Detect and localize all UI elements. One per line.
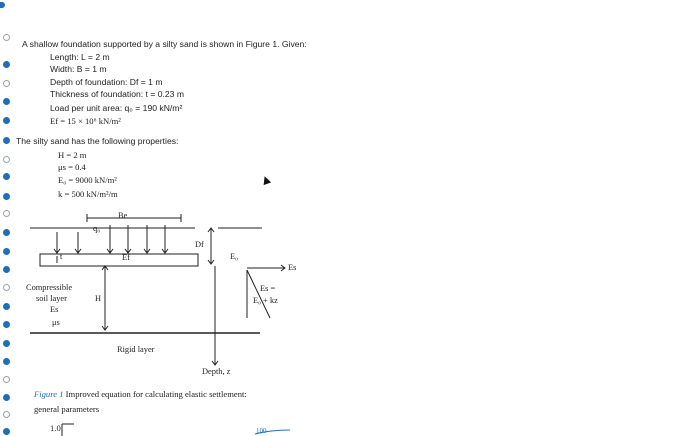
label-t: t bbox=[60, 252, 63, 261]
label-soil-layer: soil layer bbox=[36, 294, 67, 303]
label-es-eq1: Es = bbox=[260, 284, 276, 293]
foundation-slab bbox=[40, 254, 198, 266]
label-rigid-layer: Rigid layer bbox=[117, 345, 155, 354]
given-width: Width: B = 1 m bbox=[50, 64, 107, 74]
given-length: Length: L = 2 m bbox=[50, 52, 110, 62]
given-load: Load per unit area: q₀ = 190 kN/m² bbox=[50, 103, 183, 113]
given-thickness: Thickness of foundation: t = 0.23 m bbox=[50, 89, 184, 99]
given-ef: Ef = 15 × 10⁶ kN/m² bbox=[50, 116, 121, 126]
label-h: H bbox=[95, 294, 102, 303]
prop-mu: μs = 0.4 bbox=[58, 162, 86, 172]
axis-tick-left: 1.0 bbox=[50, 423, 61, 433]
label-es-layer: Es bbox=[50, 305, 59, 314]
es-profile-line bbox=[247, 270, 270, 318]
label-compressible: Compressible bbox=[26, 283, 73, 292]
label-ef: Ef bbox=[122, 253, 130, 262]
props-intro: The silty sand has the following properties: bbox=[16, 136, 179, 146]
prop-e0: E₀ = 9000 kN/m² bbox=[58, 175, 117, 185]
prop-h: H = 2 m bbox=[58, 150, 87, 160]
prop-k: k = 500 kN/m²/m bbox=[58, 189, 118, 199]
label-df: Df bbox=[195, 240, 204, 249]
figure-caption bbox=[34, 389, 247, 399]
label-q0: q₀ bbox=[93, 224, 101, 233]
label-mu-s: μs bbox=[52, 318, 60, 327]
label-be: Be bbox=[118, 211, 128, 220]
given-depth: Depth of foundation: Df = 1 m bbox=[50, 77, 163, 87]
problem-intro: A shallow foundation supported by a silty sand is shown in Figure 1. Given: bbox=[22, 39, 307, 49]
label-es-eq2: E₀ + kz bbox=[253, 296, 278, 305]
axis-tick-right: 100 bbox=[256, 427, 267, 435]
caption-line2: general parameters bbox=[34, 404, 100, 414]
caption-text: Improved equation for calculating elastic settlement: bbox=[65, 389, 247, 399]
label-es-axis: Es bbox=[288, 263, 297, 272]
caption-figure-number: Figure 1 bbox=[34, 389, 64, 399]
label-e0: E₀ bbox=[230, 252, 239, 261]
label-depth: Depth, z bbox=[202, 367, 231, 376]
